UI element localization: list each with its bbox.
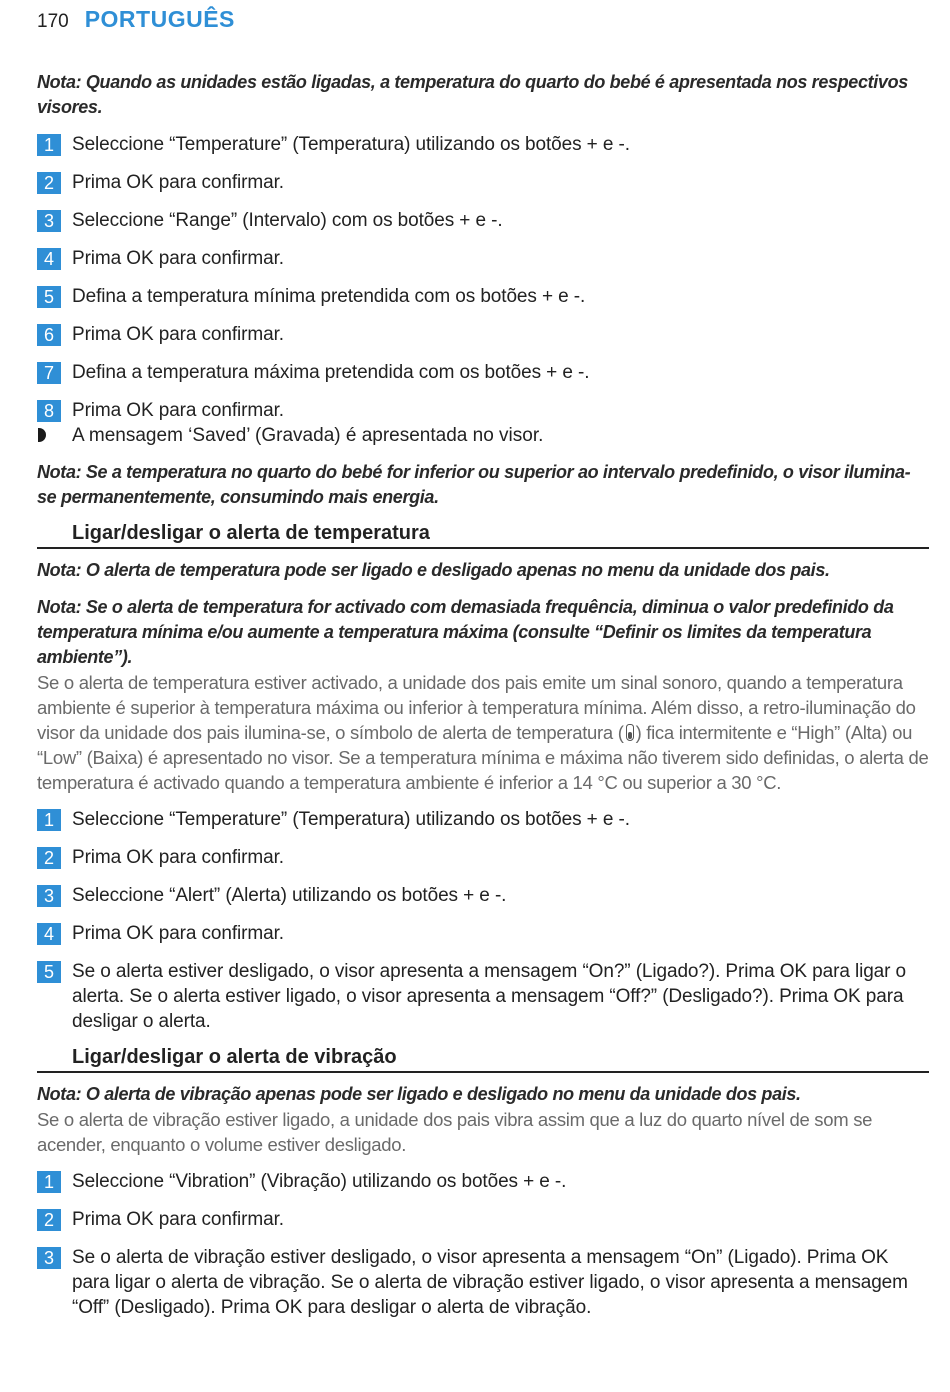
step-item <box>37 921 929 946</box>
note-out-of-range: Nota: Se a temperatura no quarto do bebé for inferior ou superior ao intervalo predefinido, o visor ilumina-se permanentemente, consumindo mais energia. <box>37 462 911 507</box>
step-number: 5 <box>37 961 61 983</box>
step-item <box>37 322 929 347</box>
result-text: A mensagem ‘Saved’ (Gravada) é apresentada no visor. <box>72 425 544 446</box>
step-text: Prima OK para confirmar. <box>72 400 284 421</box>
step-item <box>37 1169 929 1194</box>
triangle-bullet-icon <box>37 423 72 448</box>
vibration-alert-paragraph: Se o alerta de vibração estiver ligado, a unidade dos pais vibra assim que a luz do quarto nível de som se acender, enquanto o volume estiver desligado. <box>37 1109 873 1155</box>
step-item <box>37 845 929 870</box>
step-item <box>37 284 929 309</box>
step-item <box>37 208 929 233</box>
note-units-on: Nota: Quando as unidades estão ligadas, a temperatura do quarto do bebé é apresentada nos respectivos visores. <box>37 72 908 117</box>
thermometer-icon <box>626 724 634 741</box>
step-text: Seleccione “Temperature” (Temperatura) utilizando os botões + e -. <box>72 809 630 830</box>
step-number: 2 <box>37 847 61 869</box>
step-text: Prima OK para confirmar. <box>72 847 284 868</box>
step-item <box>37 132 929 157</box>
step-number: 3 <box>37 1247 61 1269</box>
step-text: Se o alerta estiver desligado, o visor apresenta a mensagem “On?” (Ligado?). Prima OK para ligar o alerta. Se o alerta estiver ligado, o visor apresenta a mensagem “Off?” (Desligado?). Prima OK para desligar o alerta. <box>72 961 907 1032</box>
step-text: Prima OK para confirmar. <box>72 1209 284 1230</box>
step-item <box>37 959 929 1034</box>
step-number: 2 <box>37 1209 61 1231</box>
step-item <box>37 1207 929 1232</box>
step-text: Seleccione “Range” (Intervalo) com os botões + e -. <box>72 210 503 231</box>
step-number: 7 <box>37 362 61 384</box>
note-alert-frequency: Nota: Se o alerta de temperatura for activado com demasiada frequência, diminua o valor predefinido da temperatura mínima e/ou aumente a temperatura máxima (consulte “Definir os limites da temperatura ambiente”). <box>37 597 894 667</box>
page-number: 170 <box>37 11 69 32</box>
page-header <box>37 6 235 36</box>
step-text: Prima OK para confirmar. <box>72 324 284 345</box>
section-title-temperature-alert: Ligar/desligar o alerta de temperatura <box>37 520 929 549</box>
temperature-alert-paragraph <box>37 670 929 795</box>
step-text: Prima OK para confirmar. <box>72 172 284 193</box>
note-parent-menu: Nota: O alerta de temperatura pode ser ligado e desligado apenas no menu da unidade dos pais. <box>37 560 830 580</box>
step-number: 1 <box>37 809 61 831</box>
step-number: 1 <box>37 1171 61 1193</box>
step-text: Defina a temperatura máxima pretendida com os botões + e -. <box>72 362 590 383</box>
step-text: Seleccione “Alert” (Alerta) utilizando os botões + e -. <box>72 885 507 906</box>
step-item <box>37 807 929 832</box>
step-number: 8 <box>37 400 61 422</box>
paragraph-text: ) fica intermitente e “High” (Alta) ou “Low” (Baixa) é apresentado no visor. Se a temperatura mínima e máxima não tiverem sido definidas, o alerta de temperatura é activado quando a temperatura ambiente é inferior a 14 °C ou superior a 30 °C. <box>37 722 929 793</box>
step-number: 4 <box>37 923 61 945</box>
step-number: 6 <box>37 324 61 346</box>
step-item <box>37 246 929 271</box>
step-text: Se o alerta de vibração estiver desligado, o visor apresenta a mensagem “On” (Ligado). Prima OK para ligar o alerta de vibração. Se o alerta de vibração estiver ligado, o visor apresenta a mensagem “Off” (Desligado). Prima OK para desligar o alerta de vibração. <box>72 1247 908 1318</box>
paragraph-text: Se o alerta de temperatura estiver activado, a unidade dos pais emite um sinal sonoro, quando a temperatura ambiente é superior à temperatura máxima ou inferior à temperatura mínima. Além disso, a retro-iluminação do visor da unidade dos pais ilumina-se, o símbolo de alerta de temperatura ( <box>37 672 916 743</box>
step-text: Prima OK para confirmar. <box>72 923 284 944</box>
step-number: 3 <box>37 210 61 232</box>
step-item <box>37 398 929 423</box>
step-item <box>37 883 929 908</box>
step-item <box>37 1245 929 1320</box>
step-number: 1 <box>37 134 61 156</box>
language-title: PORTUGUÊS <box>84 6 235 32</box>
step-number: 2 <box>37 172 61 194</box>
step-text: Seleccione “Temperature” (Temperatura) utilizando os botões + e -. <box>72 134 630 155</box>
step-item <box>37 360 929 385</box>
step-text: Defina a temperatura mínima pretendida com os botões + e -. <box>72 286 586 307</box>
step-item <box>37 170 929 195</box>
note-vibration-menu: Nota: O alerta de vibração apenas pode ser ligado e desligado no menu da unidade dos pais. <box>37 1084 801 1104</box>
step-number: 4 <box>37 248 61 270</box>
step-text: Prima OK para confirmar. <box>72 248 284 269</box>
step-number: 5 <box>37 286 61 308</box>
section-title-vibration-alert: Ligar/desligar o alerta de vibração <box>37 1044 929 1073</box>
page-content <box>37 70 929 1320</box>
step-number: 3 <box>37 885 61 907</box>
step-result <box>37 423 929 448</box>
step-text: Seleccione “Vibration” (Vibração) utilizando os botões + e -. <box>72 1171 567 1192</box>
